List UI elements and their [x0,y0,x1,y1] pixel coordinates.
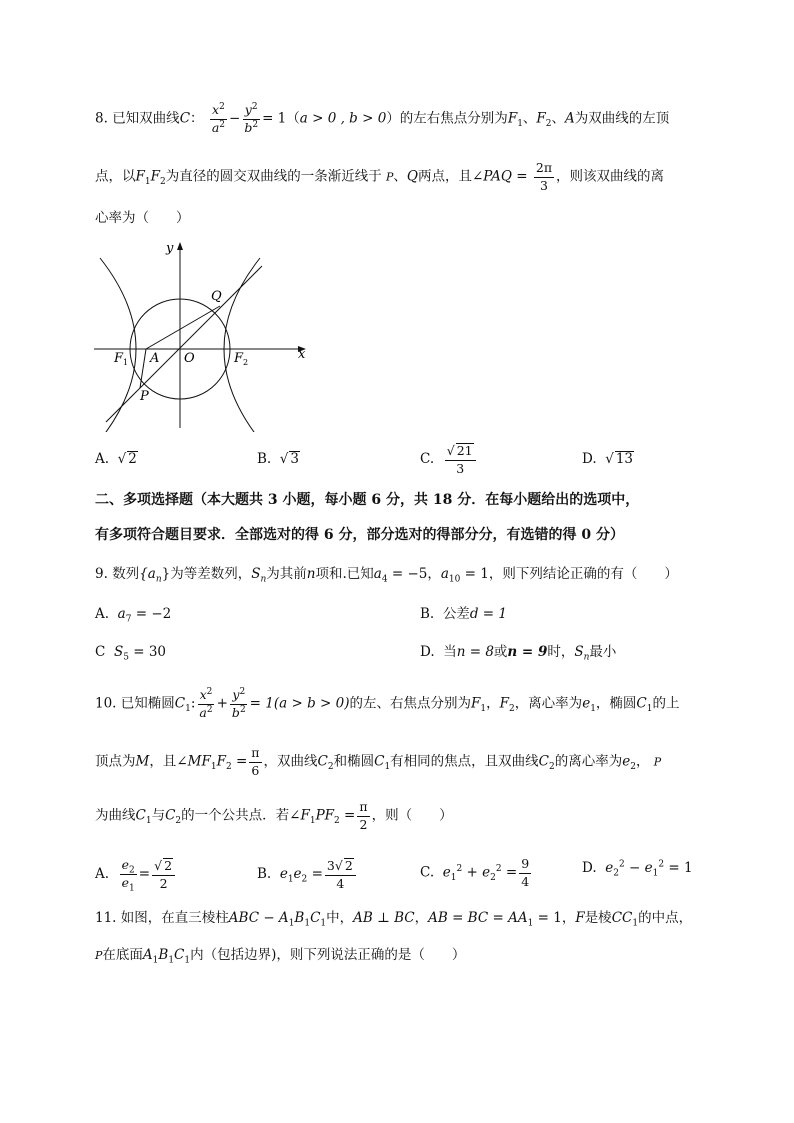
label-Q: Q [211,289,222,304]
q8-line3: 心率为（ ） [95,210,190,226]
hyperbola-figure [92,236,314,432]
q8-option-a[interactable]: A. √ 2 [95,451,137,467]
q9-option-b[interactable]: B. 公差d = 1 [420,606,507,622]
q8-line2: 点，以$F_1F_2$为直径的圆交双曲线的一条渐近线于 P、Q两点，且∠PAQ = $\frac{2\pi}{3}$ ，则该双曲线的离 [95,160,665,193]
label-F1-sub: 1 [123,358,129,367]
q9-stem: 9. 数列$\{a_n\}$为等差数列，$S_n$为其前n项和.已知$a_4 = -5$，$a_{10} = 1$，则下列结论正确的有（ ） [95,566,678,585]
segment-AQ [146,306,220,349]
q8-option-d[interactable]: D. √ 13 [582,451,634,467]
q10-line3: 为曲线$C_1$与$C_2$的一个公共点．若$\angle F_1PF_2$ = $\frac{\pi}{2}$ ，则（ ） [95,799,453,832]
q11-line1: 11. 如图，在直三棱柱ABC − $A_1B_1C_1$中，AB ⊥ BC，AB = BC = $AA_1 = 1$，F是棱$CC_1$的中点， [95,910,693,929]
section2-heading-line1: 二、多项选择题（本大题共 3 小题，每小题 6 分，共 18 分．在每小题给出的选项中， [95,492,640,508]
label-A: A [150,351,160,366]
label-F2: F [234,351,244,366]
q10-line1: 10. 已知椭圆$C_1$: $\frac{x^2}{a^2}$ + $\frac{y^2}{b^2}$ = 1(a > b > 0)的左、右焦点分别为$F_1$，$F_2$，离心率为$e_1$，椭圆$C_1$的上 [95,686,680,720]
q10-option-c[interactable]: C. $e_1^2 + e_2^2$ = $\frac{9}{4}$ [420,856,530,889]
label-O: O [184,351,195,366]
y-axis-arrow [177,242,183,250]
q11-line2: P在底面$A_1B_1C_1$内（包括边界)，则下列说法正确的是（ ） [95,947,466,966]
label-F1: F [114,351,124,366]
q10-line2: 顶点为M，且$\angle MF_1F_2$ = $\frac{\pi}{6}$ ，双曲线$C_2$和椭圆$C_1$有相同的焦点，且双曲线$C_2$的离心率为$e_2$， P [95,745,662,778]
label-F2-sub: 2 [243,358,249,367]
q8-option-c[interactable]: C. $\frac{√ 21}{3}$ [420,443,478,476]
label-P: P [140,389,149,404]
q9-option-a[interactable]: A. $a_7 = -2$ [95,606,172,625]
q8-option-b[interactable]: B. √ 3 [257,451,299,467]
label-y: y [166,241,174,256]
q8-line1: 8. 已知双曲线C： $\frac{x^2}{a^2}$ − $\frac{y^2}{b^2}$ = 1（a > 0 , b > 0）的左右焦点分别为$F_1$、$F_2$、A为双曲线的左顶 [95,101,670,135]
q10-option-d[interactable]: D. $e_2^2 - e_1^2 = 1$ [582,859,693,879]
q9-option-d[interactable]: D. 当n = 8或n = 9时，$S_n$最小 [420,644,617,663]
q10-option-a[interactable]: A. $\frac{e_2}{e_1}$ = $\frac{√ 2}{2}$ [95,858,177,891]
q9-option-c[interactable]: C $S_5 = 30$ [95,644,166,663]
q10-option-b[interactable]: B. $e_1e_2$ = $\frac{3√ 2}{4}$ [257,858,358,891]
section2-heading-line2: 有多项符合题目要求．全部选对的得 6 分，部分选对的得部分分，有选错的得 0 分） [95,527,624,543]
label-x: x [298,347,306,362]
